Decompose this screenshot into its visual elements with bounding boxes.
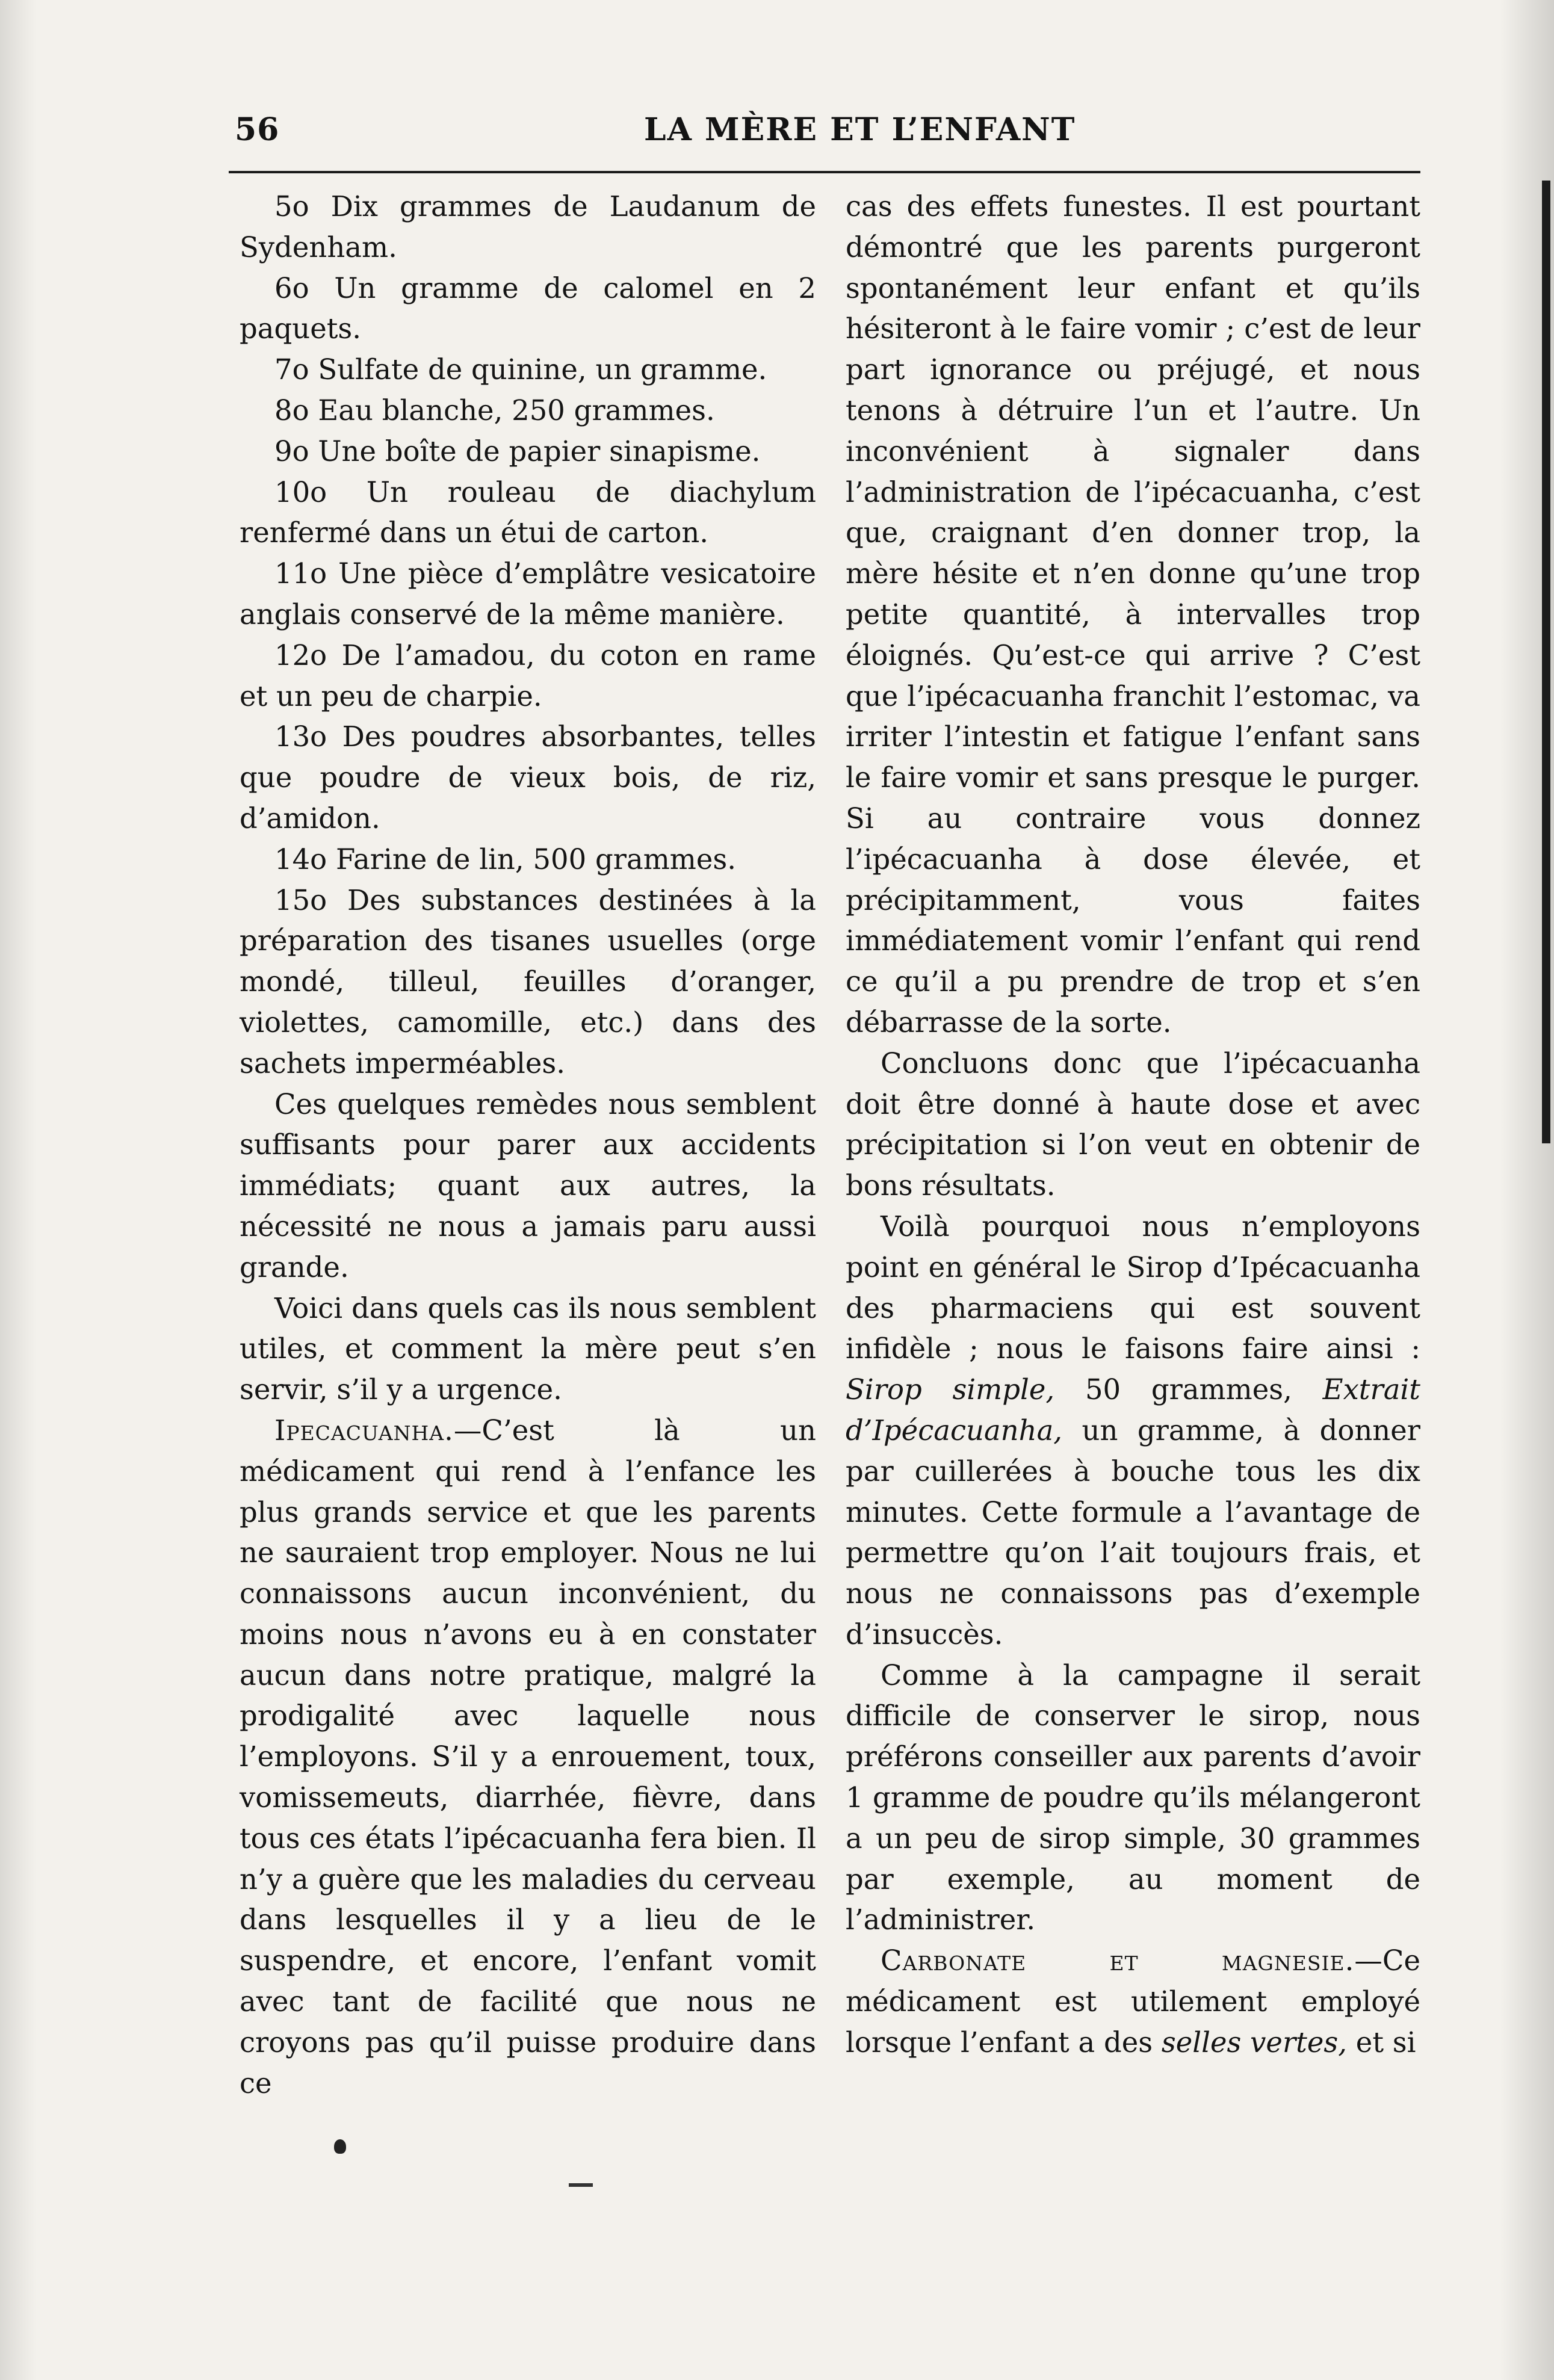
list-item-7: 7o Sulfate de quinine, un gramme. <box>274 353 767 386</box>
list-item-9: 9o Une boîte de papier sinapisme. <box>274 434 761 468</box>
list-item-15: 15o Des substances destinées à la préparation des tisanes usuelles (orge mondé, tilleul, feuilles d’oranger, violettes, camomille, etc.) dans des sachets imperméables. <box>240 883 816 1080</box>
page-shadow-left <box>0 0 36 2380</box>
paragraph-campagne: Comme à la campagne il serait difficile de conserver le sirop, nous préférons conseiller aux parents d’avoir 1 gramme de poudre qu’ils mélangeront a un peu de sirop simple, 30 grammes par exemple, au moment de l’administrer. <box>846 1658 1420 1936</box>
page-header <box>235 111 1420 159</box>
left-column <box>240 187 816 2104</box>
carbonate-text-b: et si <box>1347 2026 1416 2059</box>
carbonate-text-a: —Ce médicament est utilement employé lorsque l’enfant a des <box>846 1944 1420 2059</box>
ipecacuanha-text: —C’est là un médicament qui rend à l’enfance les plus grands service et que les parents ne sauraient trop employer. Nous ne lui connaissons aucun inconvénient, du moins nous n’avons eu à en constater aucun dans notre pratique, malgré la prodigalité avec laquelle nous l’employons. S’il y a enrouement, toux, vomissemeuts, diarrhée, fièvre, dans tous ces états l’ipécacuanha fera bien. Il n’y a guère que les maladies du cerveau dans lesquelles il y a lieu de le suspendre, et encore, l’enfant vomit avec tant de facilité que nous ne croyons pas qu’il puisse produire dans ce <box>240 1414 816 2100</box>
section-heading-carbonate: Carbonate et magnesie. <box>881 1944 1355 1977</box>
syrup-text-b: 50 grammes, <box>1054 1373 1323 1406</box>
ink-mark <box>569 2183 593 2187</box>
ink-spot <box>334 2139 346 2154</box>
paragraph-ipecacuanha <box>240 1411 816 2104</box>
right-column <box>846 187 1420 2063</box>
carbonate-italic: selles vertes, <box>1161 2026 1348 2059</box>
list-item-8: 8o Eau blanche, 250 grammes. <box>274 394 715 427</box>
paragraph-usage: Voici dans quels cas ils nous semblent utiles, et comment la mère peut s’en servir, s’il y a urgence. <box>240 1291 816 1406</box>
list-item-14: 14o Farine de lin, 500 grammes. <box>274 842 737 876</box>
page-number: 56 <box>235 111 280 148</box>
syrup-italic-2: Extrait d’Ipécacuanha, <box>846 1373 1420 1447</box>
header-rule <box>229 171 1420 173</box>
syrup-italic-1: Sirop simple, <box>846 1373 1055 1406</box>
section-heading-ipecacuanha: Ipecacuanha. <box>274 1414 454 1447</box>
list-item-5: 5o Dix grammes de Laudanum de Sydenham. <box>240 190 816 264</box>
paragraph-conclusion: Concluons donc que l’ipécacuanha doit être donné à haute dose et avec précipitation si l’on veut en obtenir de bons résultats. <box>846 1046 1420 1202</box>
paragraph-remedies: Ces quelques remèdes nous semblent suffisants pour parer aux accidents immédiats; quant aux autres, la nécessité ne nous a jamais paru aussi grande. <box>240 1087 816 1284</box>
running-title: LA MÈRE ET L’ENFANT <box>644 111 1076 148</box>
paragraph-carbonate <box>846 1941 1420 2063</box>
syrup-text-c: un gramme, à donner par cuillerées à bouche tous les dix minutes. Cette formule a l’avantage de permettre qu’on l’ait toujours frais, et nous ne connaissons pas d’exemple d’insuccès. <box>846 1414 1420 1651</box>
paragraph-continued: cas des effets funestes. Il est pourtant démontré que les parents purgeront spontanément leur enfant et qu’ils hésiteront à le faire vomir ; c’est de leur part ignorance ou préjugé, et nous tenons à détruire l’un et l’autre. Un inconvénient à signaler dans l’administration de l’ipécacuanha, c’est que, craignant d’en donner trop, la mère hésite et n’en donne qu’une trop petite quantité, à intervalles trop éloignés. Qu’est-ce qui arrive ? C’est que l’ipécacuanha franchit l’estomac, va irriter l’intestin et fatigue l’enfant sans le faire vomir et sans presque le purger. Si au contraire vous donnez l’ipécacuanha à dose élevée, et précipitamment, vous faites immédiatement vomir l’enfant qui rend ce qu’il a pu prendre de trop et s’en débarrasse de la sorte. <box>846 190 1420 1039</box>
list-item-13: 13o Des poudres absorbantes, telles que poudre de vieux bois, de riz, d’amidon. <box>240 720 816 835</box>
syrup-text-a: Voilà pourquoi nous n’employons point en général le Sirop d’Ipécacuanha des pharmaciens qui est souvent infidèle ; nous le faisons faire ainsi : <box>846 1210 1420 1365</box>
list-item-12: 12o De l’amadou, du coton en rame et un peu de charpie. <box>240 638 816 712</box>
paragraph-syrup <box>846 1207 1420 1655</box>
binding-edge <box>1542 181 1550 1143</box>
list-item-6: 6o Un gramme de calomel en 2 paquets. <box>240 271 816 345</box>
list-item-11: 11o Une pièce d’emplâtre vesicatoire anglais conservé de la même manière. <box>240 557 816 631</box>
list-item-10: 10o Un rouleau de diachylum renfermé dans un étui de carton. <box>240 475 816 549</box>
